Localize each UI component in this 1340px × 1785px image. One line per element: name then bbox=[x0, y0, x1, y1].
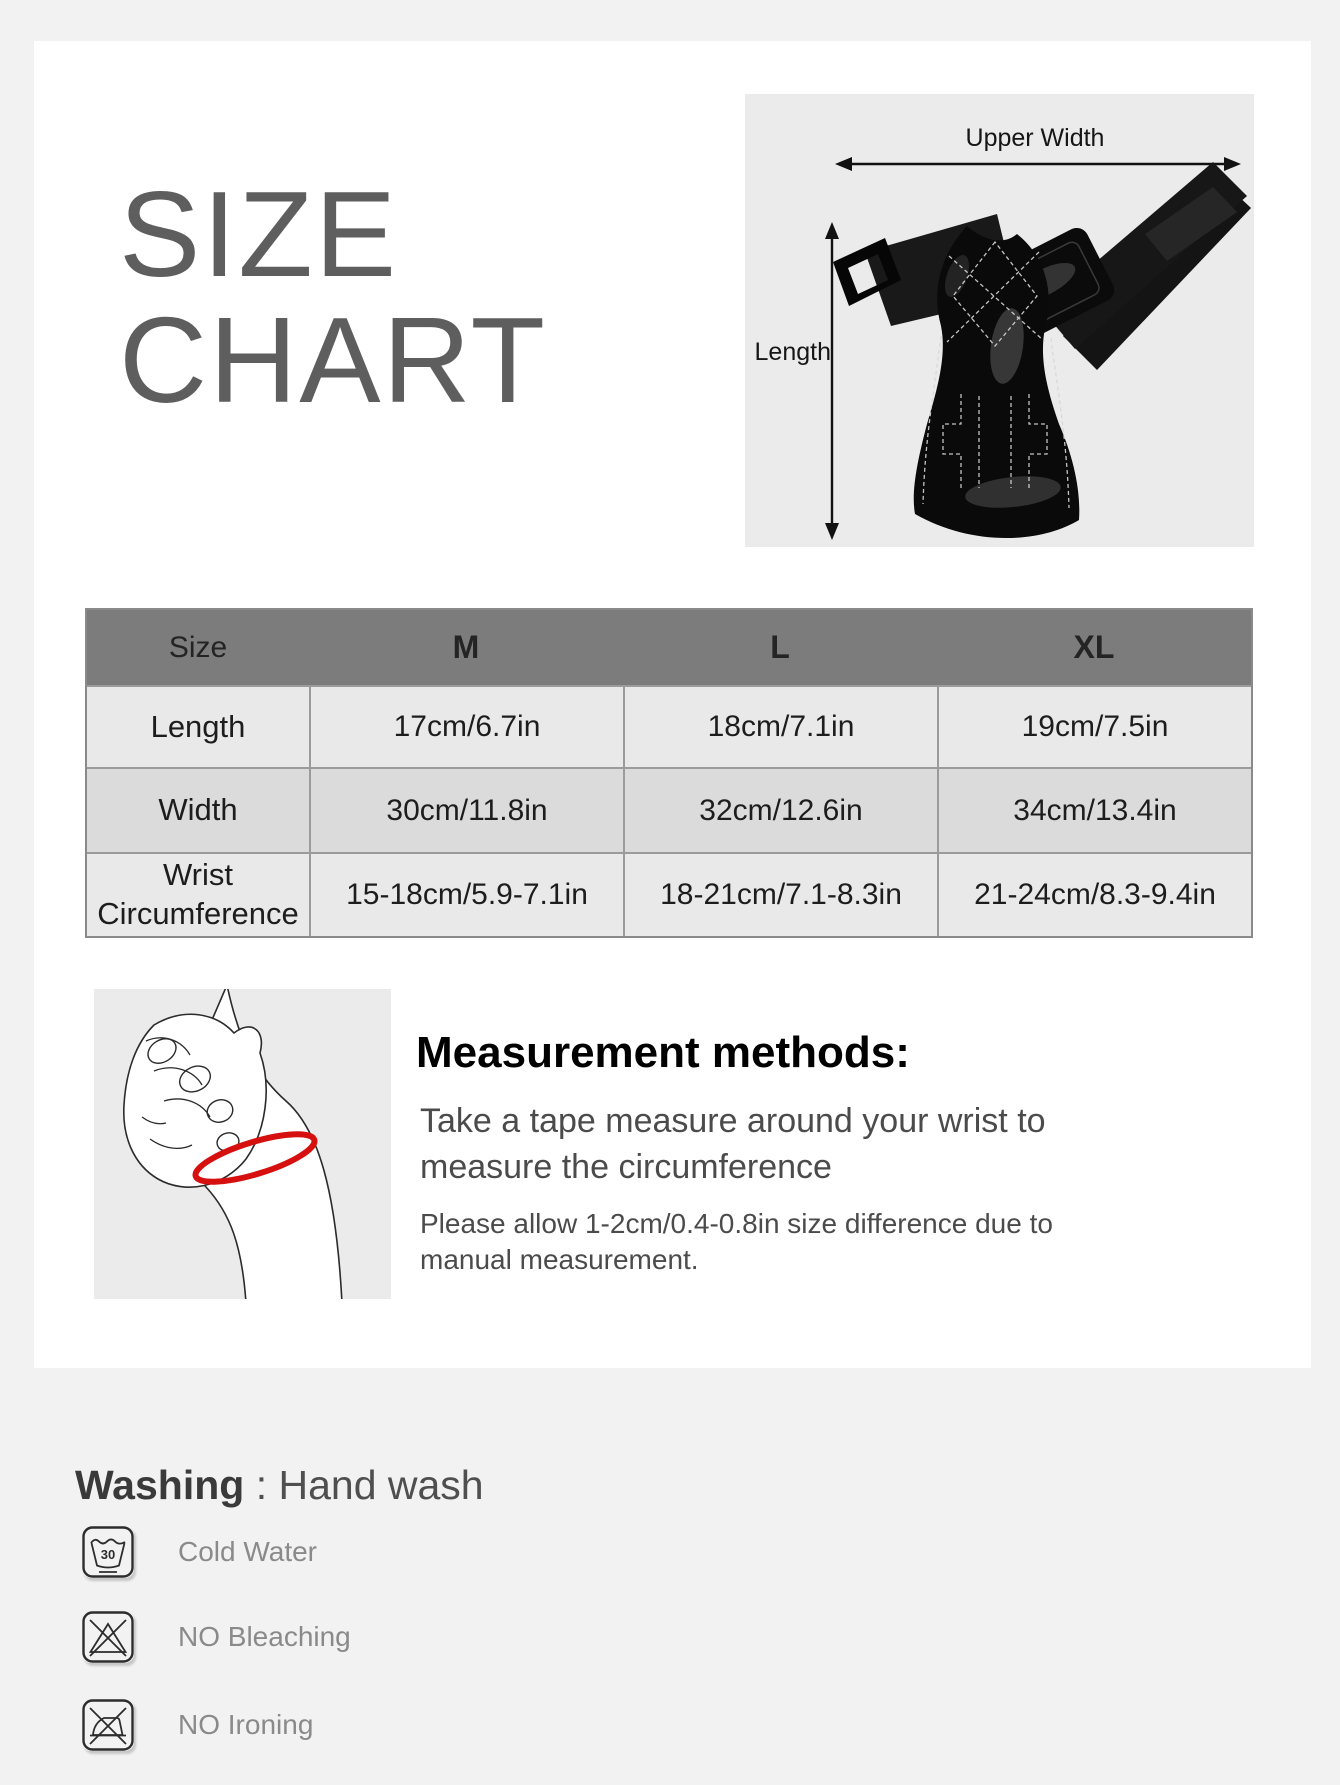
washing-title bbox=[75, 1462, 484, 1509]
washing-title-bold: Washing bbox=[75, 1462, 245, 1508]
washing-title-rest: : Hand wash bbox=[244, 1462, 484, 1508]
wash-item-cold-water bbox=[82, 1526, 317, 1578]
table-row-length bbox=[87, 687, 1251, 767]
hand-wash-30-icon bbox=[82, 1526, 134, 1578]
measurement-body-line2: measure the circumference bbox=[420, 1148, 832, 1187]
cell: 18cm/7.1in bbox=[625, 687, 937, 767]
no-bleach-icon bbox=[82, 1611, 134, 1663]
wash-item-label: NO Bleaching bbox=[178, 1621, 351, 1652]
header-m: M bbox=[452, 629, 480, 665]
measurement-title: Measurement methods: bbox=[416, 1028, 910, 1077]
cell: 30cm/11.8in bbox=[311, 769, 623, 852]
page-title-line1: SIZE bbox=[119, 166, 399, 302]
cell: 18-21cm/7.1-8.3in bbox=[625, 854, 937, 936]
product-photo bbox=[745, 94, 1254, 547]
wash-item-no-ironing bbox=[82, 1699, 313, 1751]
cell: 19cm/7.5in bbox=[939, 687, 1251, 767]
row-label: Length bbox=[87, 687, 309, 767]
row-label: Wrist Circumference bbox=[87, 854, 309, 936]
header-l: L bbox=[770, 629, 790, 665]
wash-item-label: NO Ironing bbox=[178, 1709, 314, 1740]
cell: 34cm/13.4in bbox=[939, 769, 1251, 852]
product-figure bbox=[745, 94, 1254, 547]
page-title bbox=[119, 166, 548, 428]
row-label: Width bbox=[87, 769, 309, 852]
header-size: Size bbox=[168, 630, 228, 664]
size-table bbox=[85, 608, 1253, 938]
header-xl: XL bbox=[1073, 629, 1115, 665]
upper-width-label: Upper Width bbox=[965, 124, 1105, 152]
table-row-width bbox=[87, 769, 1251, 852]
wrist-measure-illustration bbox=[94, 989, 391, 1299]
cell: 32cm/12.6in bbox=[625, 769, 937, 852]
size-table-header bbox=[87, 610, 1251, 685]
length-label: Length bbox=[754, 338, 831, 366]
cell: 17cm/6.7in bbox=[311, 687, 623, 767]
wash-item-no-bleaching bbox=[82, 1611, 351, 1663]
measurement-body bbox=[420, 1098, 1046, 1190]
measurement-body-line1: Take a tape measure around your wrist to bbox=[420, 1102, 1046, 1140]
measurement-note-line2: manual measurement. bbox=[420, 1243, 699, 1275]
wash-item-label: Cold Water bbox=[178, 1536, 318, 1567]
cell: 15-18cm/5.9-7.1in bbox=[311, 854, 623, 936]
measurement-note bbox=[420, 1206, 1053, 1278]
page-title-line2: CHART bbox=[119, 291, 548, 428]
hand-wrist-icon bbox=[94, 989, 391, 1299]
no-iron-icon bbox=[82, 1699, 134, 1751]
svg-text:30: 30 bbox=[100, 1547, 116, 1562]
cell: 21-24cm/8.3-9.4in bbox=[939, 854, 1251, 936]
measurement-note-line1: Please allow 1-2cm/0.4-0.8in size difference due to bbox=[420, 1208, 1053, 1239]
table-row-wrist-circumference bbox=[87, 854, 1251, 936]
